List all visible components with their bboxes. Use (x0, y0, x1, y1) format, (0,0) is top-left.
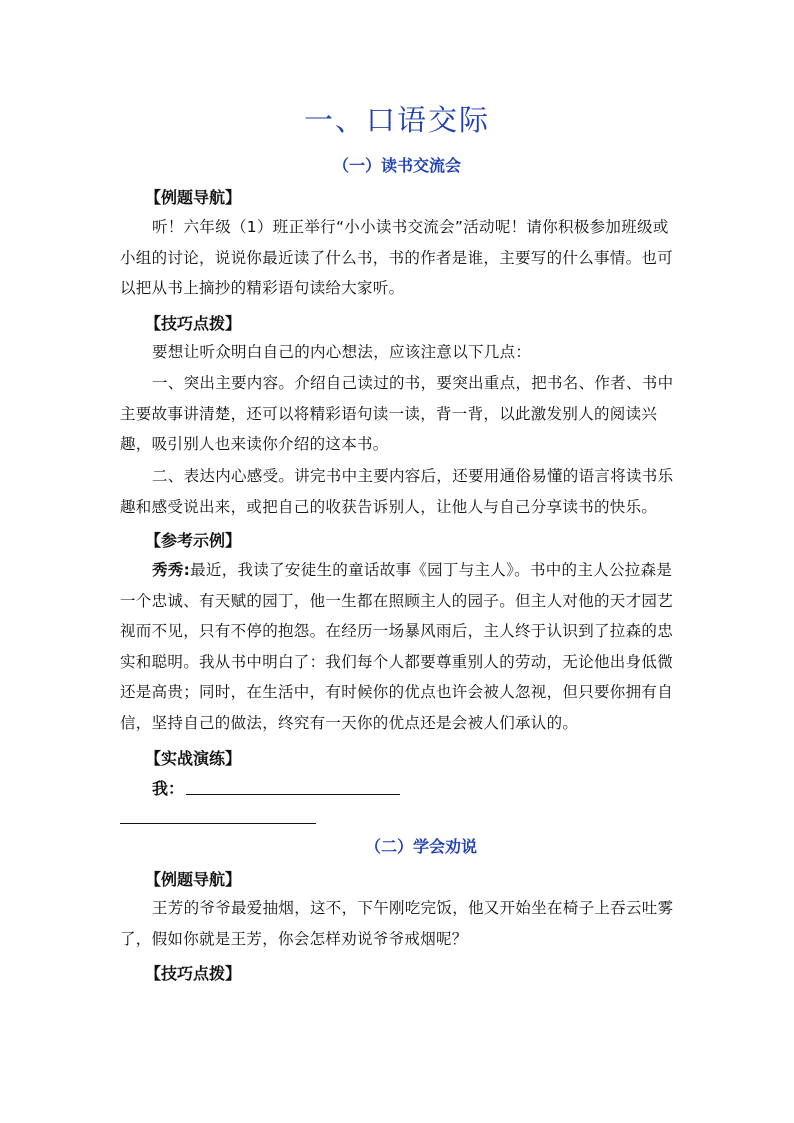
heading-reference-example: 【参考示例】 (145, 531, 242, 550)
page-title: 一、口语交际 (303, 103, 490, 137)
heading-tips: 【技巧点拨】 (145, 314, 242, 333)
paragraph-tips-point-1: 一、突出主要内容。介绍自己读过的书，要突出重点，把书名、作者、书中主要故事讲清楚，还可以将精彩语句读一读，背一背，以此激发别人的阅读兴趣，吸引别人也来读你介绍的这本书。 (120, 374, 674, 453)
answer-label-me: 我： (152, 779, 185, 798)
answer-blank-line (120, 823, 316, 824)
heading-example-guide-2: 【例题导航】 (145, 870, 242, 889)
reference-text: 最近，我读了安徒生的童话故事《园丁与主人》。书中的主人公拉森是一个忠诚、有天赋的园丁，他一生都在照顾主人的园子。但主人对他的天才园艺视而不见，只有不停的抱怨。在经历一场暴风雨后，主人终于认识到了拉森的忠实和聪明。我从书中明白了：我们每个人都要尊重别人的劳动，无论他出身低微还是高贵；同时，在生活中，有时候你的优点也许会被人忽视，但只要你拥有自信，坚持自己的做法，终究有一天你的优点还是会被人们承认的。 (120, 561, 674, 732)
paragraph-tips-point-2: 二、表达内心感受。讲完书中主要内容后，还要用通俗易懂的语言将读书乐趣和感受说出来，或把自己的收获告诉别人，让他人与自己分享读书的快乐。 (120, 467, 674, 516)
paragraph-example-2: 王芳的爷爷最爱抽烟，这不，下午刚吃完饭，他又开始坐在椅子上吞云吐雾了，假如你就是王芳，你会怎样劝说爷爷戒烟呢？ (120, 899, 674, 948)
paragraph-example: 听！六年级（1）班正举行“小小读书交流会”活动呢！请你积极参加班级或小组的讨论，说说你最近读了什么书，书的作者是谁，主要写的什么事情。也可以把从书上摘抄的精彩语句读给大家听。 (120, 218, 674, 297)
paragraph-reference (120, 555, 680, 738)
heading-tips-2: 【技巧点拨】 (145, 964, 242, 983)
section-title-reading: （一）读书交流会 (332, 156, 461, 175)
heading-example-guide: 【例题导航】 (145, 188, 242, 207)
heading-practice: 【实战演练】 (145, 749, 242, 768)
paragraph-tips-intro: 要想让听众明白自己的内心想法，应该注意以下几点： (152, 343, 532, 361)
answer-blank-line (186, 794, 400, 795)
section-title-persuasion: （二）学会劝说 (365, 837, 478, 856)
speaker-label: 秀秀: (152, 561, 191, 579)
